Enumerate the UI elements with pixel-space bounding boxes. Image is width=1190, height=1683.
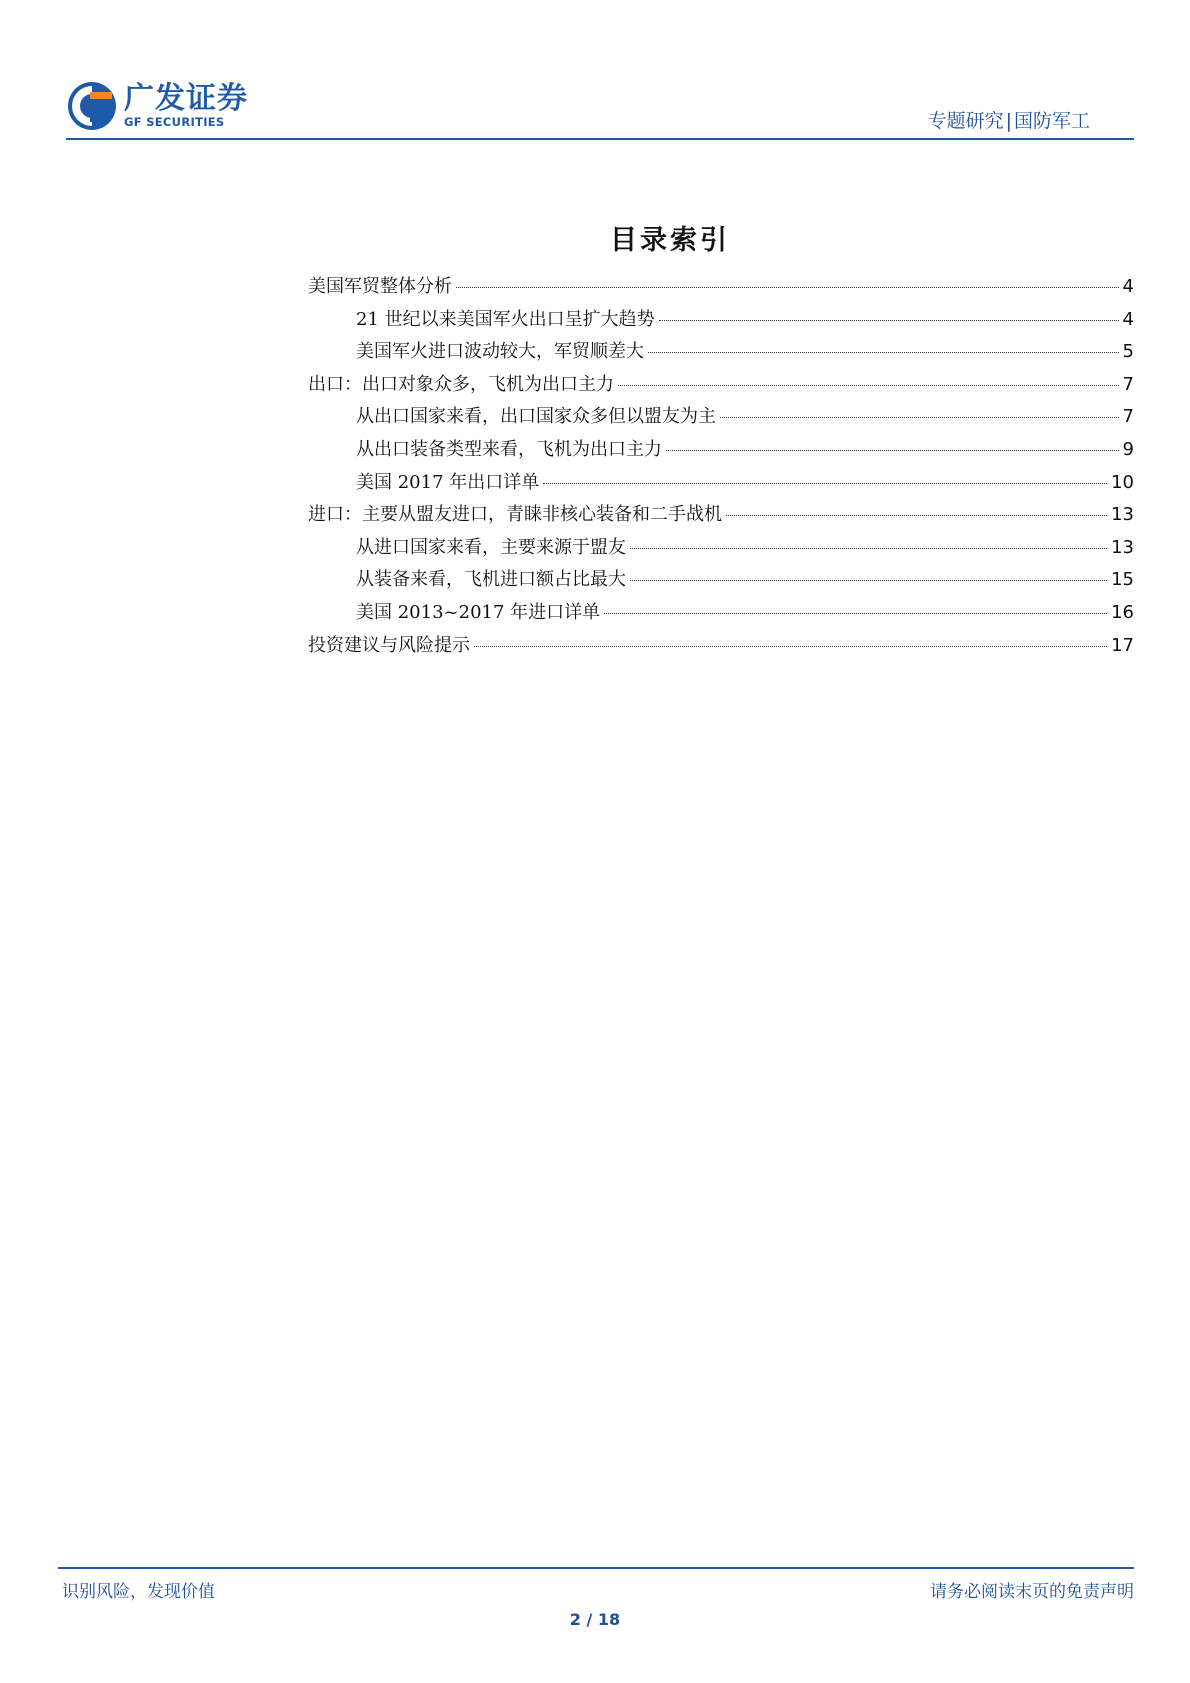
toc-entry-page: 17 bbox=[1111, 634, 1134, 656]
toc-entry-page: 4 bbox=[1122, 308, 1134, 330]
toc-entry-page: 4 bbox=[1122, 276, 1134, 297]
page-number: 2 / 18 bbox=[569, 1610, 621, 1629]
toc-leader-dots bbox=[618, 385, 1119, 386]
toc-entry-page: 9 bbox=[1122, 438, 1134, 460]
toc-entry-title: 美国 2017 年出口详单 bbox=[356, 471, 540, 493]
toc-leader-dots bbox=[474, 646, 1107, 647]
gf-logo-icon bbox=[66, 80, 118, 132]
logo-english-name: GF SECURITIES bbox=[124, 115, 225, 129]
report-category bbox=[928, 106, 1090, 133]
toc-entry[interactable] bbox=[308, 402, 1134, 435]
toc-leader-dots bbox=[456, 287, 1119, 288]
toc-entry[interactable] bbox=[308, 370, 1134, 403]
toc-entry[interactable] bbox=[308, 631, 1134, 664]
toc-entry-page: 10 bbox=[1111, 471, 1134, 493]
toc-entry-page: 16 bbox=[1111, 601, 1134, 623]
toc-entry-page: 7 bbox=[1122, 373, 1134, 395]
toc-entry[interactable] bbox=[308, 500, 1134, 533]
toc-entry-title: 美国军火进口波动较大，军贸顺差大 bbox=[356, 341, 644, 363]
toc-entry[interactable] bbox=[308, 533, 1134, 566]
footer-divider bbox=[58, 1567, 1134, 1569]
toc-entry[interactable] bbox=[308, 435, 1134, 468]
footer-disclaimer-note: 请务必阅读末页的免责声明 bbox=[930, 1582, 1134, 1602]
toc-entry-page: 13 bbox=[1111, 504, 1134, 526]
toc-entry-page: 5 bbox=[1122, 341, 1134, 363]
toc-leader-dots bbox=[543, 483, 1107, 484]
company-logo bbox=[66, 80, 248, 132]
sector-label: 国防军工 bbox=[1013, 110, 1090, 132]
toc-entry[interactable] bbox=[308, 272, 1134, 305]
footer-slogan: 识别风险，发现价值 bbox=[62, 1582, 215, 1602]
toc-entry-title: 出口：出口对象众多，飞机为出口主力 bbox=[308, 373, 614, 395]
toc-entry[interactable] bbox=[308, 305, 1134, 338]
toc-entry-title: 从装备来看，飞机进口额占比最大 bbox=[356, 569, 626, 591]
toc-title: 目录索引 bbox=[610, 225, 730, 256]
toc-leader-dots bbox=[630, 548, 1107, 549]
toc-leader-dots bbox=[726, 515, 1107, 516]
category-separator: | bbox=[1005, 110, 1012, 132]
toc-entry-page: 15 bbox=[1111, 569, 1134, 591]
toc-heading bbox=[0, 218, 1190, 257]
logo-chinese-name: 广发证券 bbox=[124, 81, 248, 116]
toc-leader-dots bbox=[659, 320, 1119, 321]
toc-leader-dots bbox=[604, 613, 1107, 614]
toc-leader-dots bbox=[666, 450, 1119, 451]
toc-entry[interactable] bbox=[308, 598, 1134, 631]
toc-entry-title: 美国 2013~2017 年进口详单 bbox=[356, 601, 601, 623]
toc-leader-dots bbox=[648, 352, 1119, 353]
toc-entry-title: 21 世纪以来美国军火出口呈扩大趋势 bbox=[356, 308, 655, 330]
category-label: 专题研究 bbox=[927, 110, 1004, 132]
toc-entry-title: 从出口装备类型来看，飞机为出口主力 bbox=[356, 438, 662, 460]
toc-entry[interactable] bbox=[308, 565, 1134, 598]
toc-entry-title: 从出口国家来看，出口国家众多但以盟友为主 bbox=[356, 406, 716, 428]
table-of-contents bbox=[308, 272, 1134, 663]
toc-entry-title: 从进口国家来看，主要来源于盟友 bbox=[356, 536, 626, 558]
header-divider bbox=[66, 138, 1134, 140]
toc-entry-page: 13 bbox=[1111, 536, 1134, 558]
toc-leader-dots bbox=[630, 580, 1107, 581]
toc-leader-dots bbox=[720, 417, 1119, 418]
toc-entry[interactable] bbox=[308, 337, 1134, 370]
toc-entry-title: 投资建议与风险提示 bbox=[308, 634, 470, 656]
toc-entry-title: 美国军贸整体分析 bbox=[308, 276, 452, 297]
toc-entry-title: 进口：主要从盟友进口，青睐非核心装备和二手战机 bbox=[308, 504, 722, 526]
page-header bbox=[0, 0, 1190, 150]
toc-entry-page: 7 bbox=[1122, 406, 1134, 428]
toc-entry[interactable] bbox=[308, 468, 1134, 501]
